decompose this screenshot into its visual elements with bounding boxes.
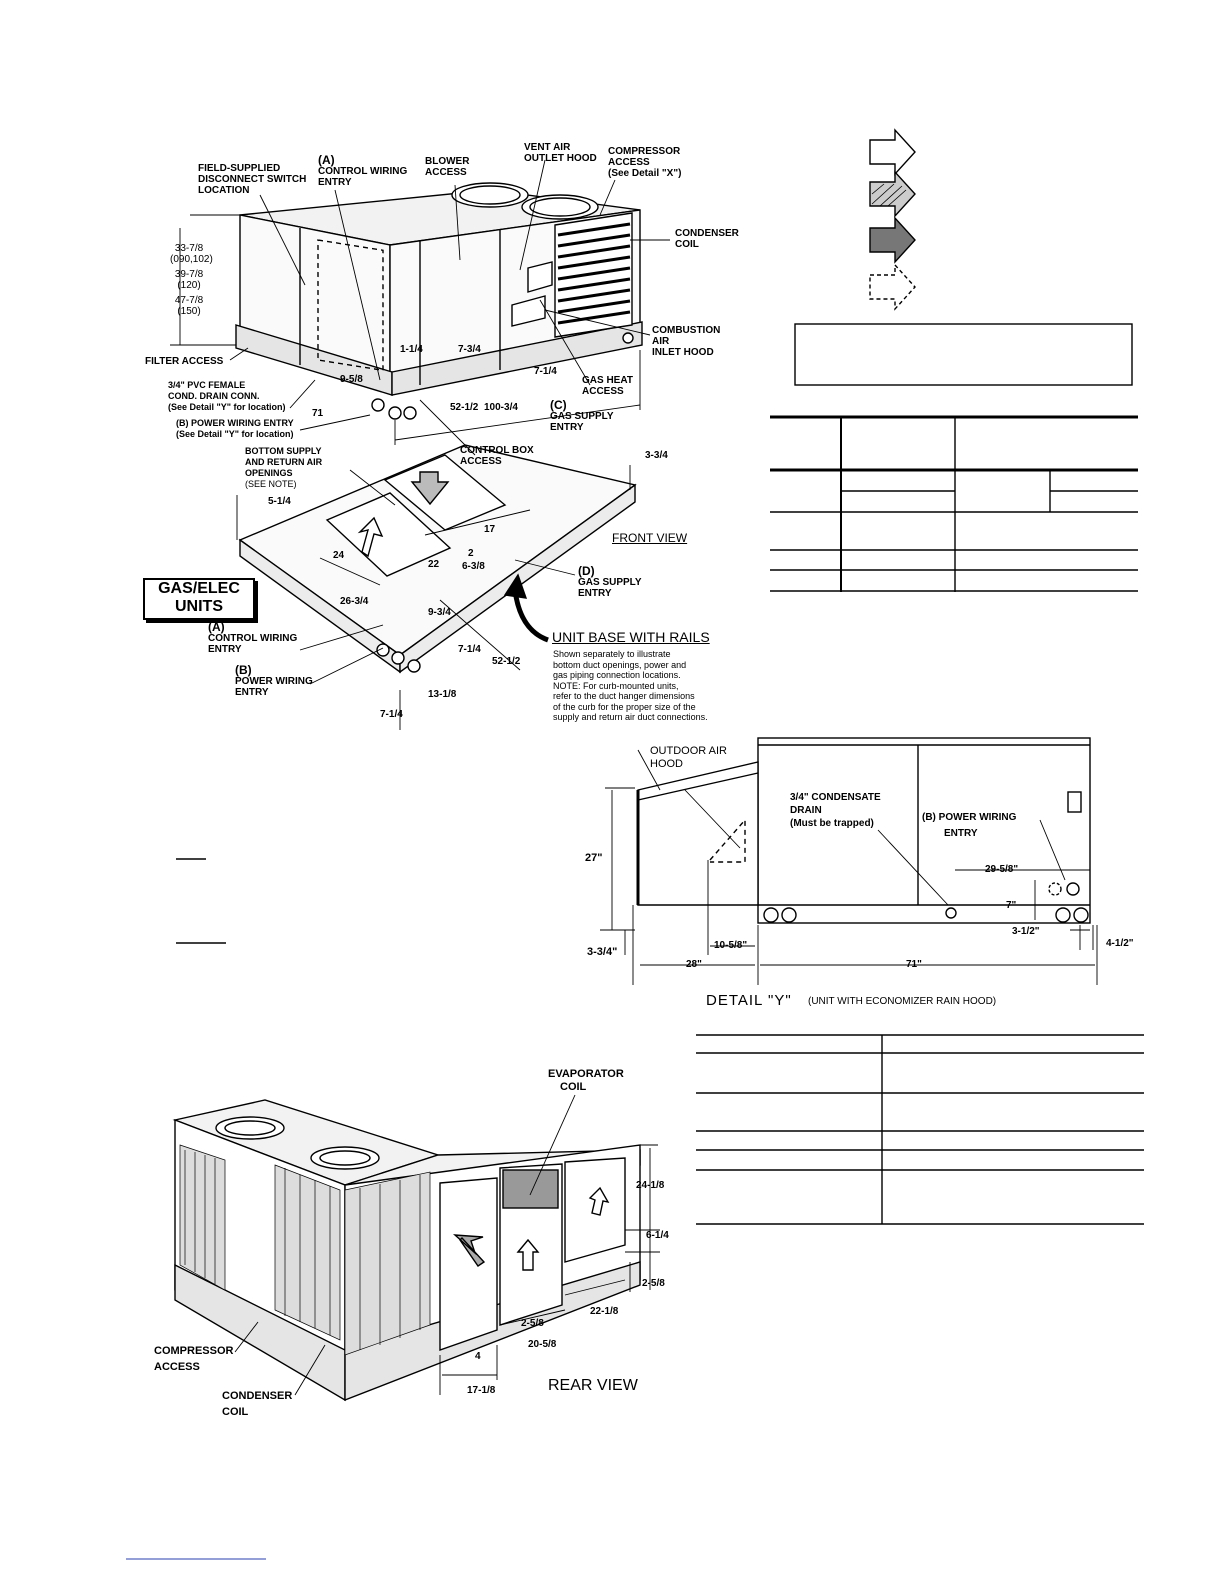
label-line: 3/4" CONDENSATE (790, 792, 881, 803)
label-line: BLOWER (425, 156, 470, 167)
dim-label: 13-1/8 (428, 689, 457, 700)
condensate-drain-label (790, 791, 881, 830)
dim-label: 3-1/2" (1012, 926, 1040, 937)
height-value: (120) (177, 280, 201, 291)
dim-label: 7-1/4 (534, 366, 557, 377)
height-value: (090,102) (170, 254, 213, 265)
label-line: AND RETURN AIR (245, 457, 323, 467)
label-line: POWER WIRING (235, 676, 313, 687)
field-supplied-label (198, 163, 306, 196)
dim-label: 7" (1006, 900, 1017, 911)
label-line: OUTDOOR AIR (650, 745, 728, 757)
power-wiring-b2-label (235, 665, 313, 698)
evaporator-coil-label (548, 1068, 624, 1094)
label-line: ENTRY (208, 644, 242, 655)
label-line: (A) (318, 153, 335, 167)
label-line: COMBUSTION (652, 325, 721, 336)
front-view-unit (236, 190, 642, 395)
dim-label: 52-1/2 (492, 656, 521, 667)
label-line: FIELD-SUPPLIED (198, 163, 281, 174)
dim-label: 7-1/4 (380, 709, 403, 720)
height-value: 47-7/8 (174, 295, 204, 306)
label-line: ENTRY (550, 422, 584, 433)
dim-label: 4-1/2" (1106, 938, 1134, 949)
dim-label: 22 (428, 559, 440, 570)
dim-label: 4 (475, 1351, 481, 1362)
detail-y-subtitle: (UNIT WITH ECONOMIZER RAIN HOOD) (808, 996, 997, 1007)
label-line: CONDENSER (675, 228, 739, 239)
dim-label: 27" (585, 852, 603, 864)
blower-access-label (425, 156, 469, 178)
label-line: CONDENSER (222, 1390, 293, 1402)
label-line: (See Detail "Y" for location) (168, 402, 286, 412)
rear-compressor-access-label (154, 1343, 233, 1375)
compressor-access-label (608, 146, 681, 179)
dim-label: 7-3/4 (458, 344, 481, 355)
label-line: ACCESS (154, 1361, 200, 1373)
label-line: ENTRY (318, 177, 352, 188)
label-line: OUTLET HOOD (524, 153, 597, 164)
label-line: ENTRY (235, 687, 269, 698)
power-wiring-b-label (176, 418, 294, 440)
control-wiring-a2-label (208, 622, 297, 655)
label-line: (A) (208, 620, 225, 634)
note-line: of the curb for the proper size of the (553, 701, 696, 712)
condenser-coil-label (675, 228, 739, 250)
dim-label: 2-5/8 (521, 1318, 544, 1329)
height-value: (150) (177, 306, 201, 317)
dim-label: 24-1/8 (636, 1180, 665, 1191)
label-line: OPENINGS (245, 468, 293, 478)
dim-label: 22-1/8 (590, 1306, 619, 1317)
dim-label: 20-5/8 (528, 1339, 557, 1350)
detail-table (696, 1035, 1144, 1224)
dim-label: 9-3/4 (428, 607, 451, 618)
label-line: INLET HOOD (652, 347, 714, 358)
label-line: (SEE NOTE) (245, 479, 297, 489)
outdoor-air-hood-label (650, 745, 727, 771)
label-line: LOCATION (198, 185, 250, 196)
label-line: (B) (235, 663, 252, 677)
label-line: (B) POWER WIRING (922, 812, 1017, 823)
dim-label: 10-5/8" (714, 940, 748, 951)
dim-label: 3-3/4" (587, 946, 618, 958)
gas-elec-box (143, 578, 255, 620)
label-line: (D) (578, 564, 595, 578)
label-line: COIL (560, 1081, 587, 1093)
label-line: (See Detail "Y" for location) (176, 429, 294, 439)
dim-label: 2 (468, 548, 474, 559)
rear-condenser-coil-label (222, 1388, 292, 1420)
height-value: 39-7/8 (174, 269, 204, 280)
gas-elec-line1: GAS/ELEC (158, 580, 240, 597)
power-wiring-detail-label (922, 810, 1016, 842)
dim-label: 28" (686, 959, 702, 970)
dim-label: 2-5/8 (642, 1278, 665, 1289)
label-line: (Must be trapped) (790, 818, 874, 829)
label-line: GAS SUPPLY (578, 577, 642, 588)
vent-air-label (524, 142, 597, 164)
note-line: Shown separately to illustrate (553, 649, 671, 659)
label-line: ACCESS (425, 167, 467, 178)
dim-label: 5-1/4 (268, 496, 291, 507)
label-line: HOOD (650, 758, 683, 770)
dim-label: 17 (484, 524, 496, 535)
dim-label: 29-5/8" (985, 864, 1019, 875)
gas-supply-d-label (578, 566, 642, 599)
dim-label: 71 (312, 408, 324, 419)
dim-label: 3-3/4 (645, 450, 668, 461)
label-line: GAS HEAT (582, 375, 633, 386)
label-line: ENTRY (578, 588, 612, 599)
height-value: 33-7/8 (174, 243, 204, 254)
legend-arrows (870, 130, 915, 309)
dim-label: 9-5/8 (340, 374, 363, 385)
note-line: gas piping connection locations. (553, 670, 681, 680)
label-line: COIL (222, 1406, 249, 1418)
combustion-air-label (652, 325, 720, 358)
detail-y-title: DETAIL "Y" (706, 992, 792, 1009)
label-line: CONTROL WIRING (208, 633, 298, 644)
label-line: (B) POWER WIRING ENTRY (176, 418, 294, 428)
label-line: ACCESS (608, 157, 650, 168)
label-line: (See Detail "X") (608, 168, 682, 179)
label-line: VENT AIR (524, 142, 571, 153)
note-line: bottom duct openings, power and (553, 659, 687, 670)
label-line: 3/4" PVC FEMALE (168, 380, 246, 390)
label-line: COMPRESSOR (608, 146, 681, 157)
gas-heat-access-label (582, 375, 633, 397)
pvc-drain-label (168, 380, 286, 413)
big-curved-arrow (505, 575, 548, 640)
rear-view-title: REAR VIEW (548, 1377, 638, 1394)
gas-supply-c-label (550, 400, 614, 433)
label-line: COND. DRAIN CONN. (168, 391, 260, 401)
dim-label: 1-1/4 (400, 344, 423, 355)
control-wiring-a-label (318, 155, 407, 188)
dim-label: 52-1/2 (450, 402, 479, 413)
label-line: CONTROL WIRING (318, 166, 408, 177)
label-line: DISCONNECT SWITCH (198, 174, 307, 185)
label-line: ACCESS (582, 386, 624, 397)
bottom-supply-label (245, 446, 322, 490)
dim-label: 24 (333, 550, 345, 561)
label-line: GAS SUPPLY (550, 411, 614, 422)
dim-label: 7-1/4 (458, 644, 481, 655)
spec-table (770, 417, 1138, 592)
dim-label: 6-1/4 (646, 1230, 669, 1241)
label-line: DRAIN (790, 805, 822, 816)
note-line: NOTE: For curb-mounted units, (553, 680, 679, 691)
label-line: ENTRY (944, 828, 978, 839)
label-line: EVAPORATOR (548, 1068, 624, 1080)
dim-label: 26-3/4 (340, 596, 369, 607)
label-line: COIL (675, 239, 699, 250)
note-line: refer to the duct hanger dimensions (553, 691, 695, 701)
note-box (795, 324, 1132, 385)
unit-base-title: UNIT BASE WITH RAILS (552, 629, 710, 645)
label-line: (C) (550, 398, 567, 412)
dim-label: 100-3/4 (484, 402, 518, 413)
label-line: COMPRESSOR (154, 1345, 234, 1357)
label-line: BOTTOM SUPPLY (245, 446, 322, 456)
filter-access-label: FILTER ACCESS (145, 356, 224, 367)
dim-label: 17-1/8 (467, 1385, 496, 1396)
dim-label: 6-3/8 (462, 561, 485, 572)
dim-label: 71" (906, 959, 922, 970)
label-line: CONTROL BOX (460, 445, 534, 456)
note-line: supply and return air duct connections. (553, 712, 708, 722)
gas-elec-line2: UNITS (175, 598, 223, 615)
control-box-access-label (460, 445, 534, 467)
label-line: ACCESS (460, 456, 502, 467)
height-dims (170, 243, 213, 317)
unit-base-note (553, 649, 708, 723)
label-line: AIR (652, 336, 670, 347)
front-view-title: FRONT VIEW (612, 531, 688, 545)
